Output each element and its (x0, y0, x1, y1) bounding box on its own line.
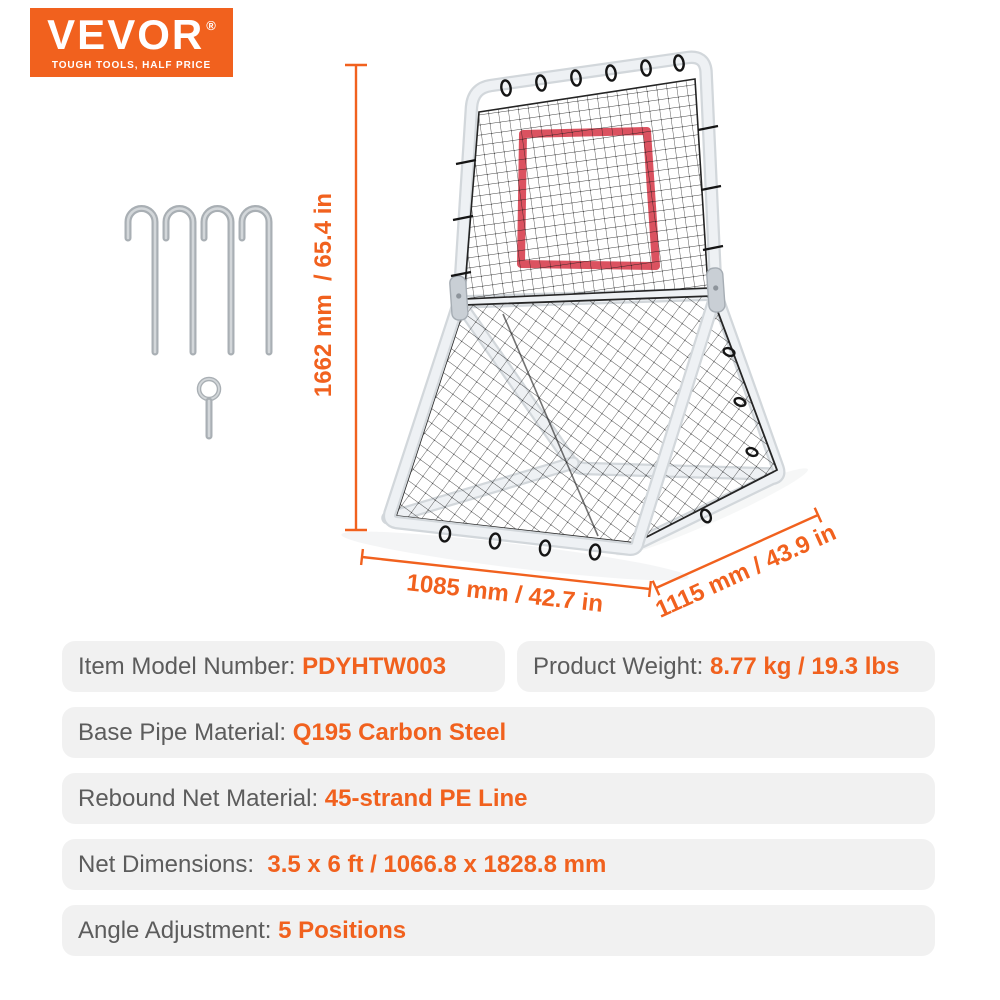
width-dimension-label: 1085 mm / 42.7 in (405, 569, 605, 618)
stake-icon (166, 209, 193, 353)
hinge-left (449, 276, 468, 321)
spec-row (62, 641, 935, 692)
stake-icon (242, 209, 269, 353)
brand-tagline: TOUGH TOOLS, HALF PRICE (51, 60, 212, 71)
spec-angle-adjustment (62, 905, 935, 956)
spec-rebound-net-material (62, 773, 935, 824)
spec-value: PDYHTW003 (302, 652, 447, 680)
registered-trademark-icon: ® (206, 18, 216, 33)
spec-label: Net Dimensions: (78, 850, 261, 878)
locking-pin-icon (199, 379, 219, 436)
spec-net-dimensions (62, 839, 935, 890)
height-dimension-label: 1662 mm / 65.4 in (310, 192, 337, 398)
spec-label: Base Pipe Material: (78, 718, 293, 746)
spec-label: Product Weight: (533, 652, 710, 680)
height-dimension-line (345, 65, 367, 530)
hinge-right (706, 268, 725, 313)
spec-value: 3.5 x 6 ft / 1066.8 x 1828.8 mm (260, 850, 607, 878)
stake-icon (204, 209, 231, 352)
spec-value: 5 Positions (278, 916, 407, 944)
spec-base-pipe-material (62, 707, 935, 758)
spec-label: Angle Adjustment: (78, 916, 279, 944)
depth-dimension-label: 1115 mm / 43.9 in (651, 518, 841, 624)
ground-stakes-icon (128, 209, 269, 353)
spec-item-model-number (62, 641, 505, 692)
brand-name: VEVOR (47, 11, 205, 58)
spec-value: 8.77 kg / 19.3 lbs (709, 652, 900, 680)
upper-net (464, 79, 708, 299)
spec-list (62, 641, 935, 971)
spec-label: Item Model Number: (78, 652, 303, 680)
spec-value: 45-strand PE Line (324, 784, 528, 812)
stake-icon (128, 209, 155, 353)
spec-product-weight (517, 641, 935, 692)
spec-value: Q195 Carbon Steel (292, 718, 507, 746)
spec-label: Rebound Net Material: (78, 784, 325, 812)
rebound-net-illustration (388, 55, 779, 560)
